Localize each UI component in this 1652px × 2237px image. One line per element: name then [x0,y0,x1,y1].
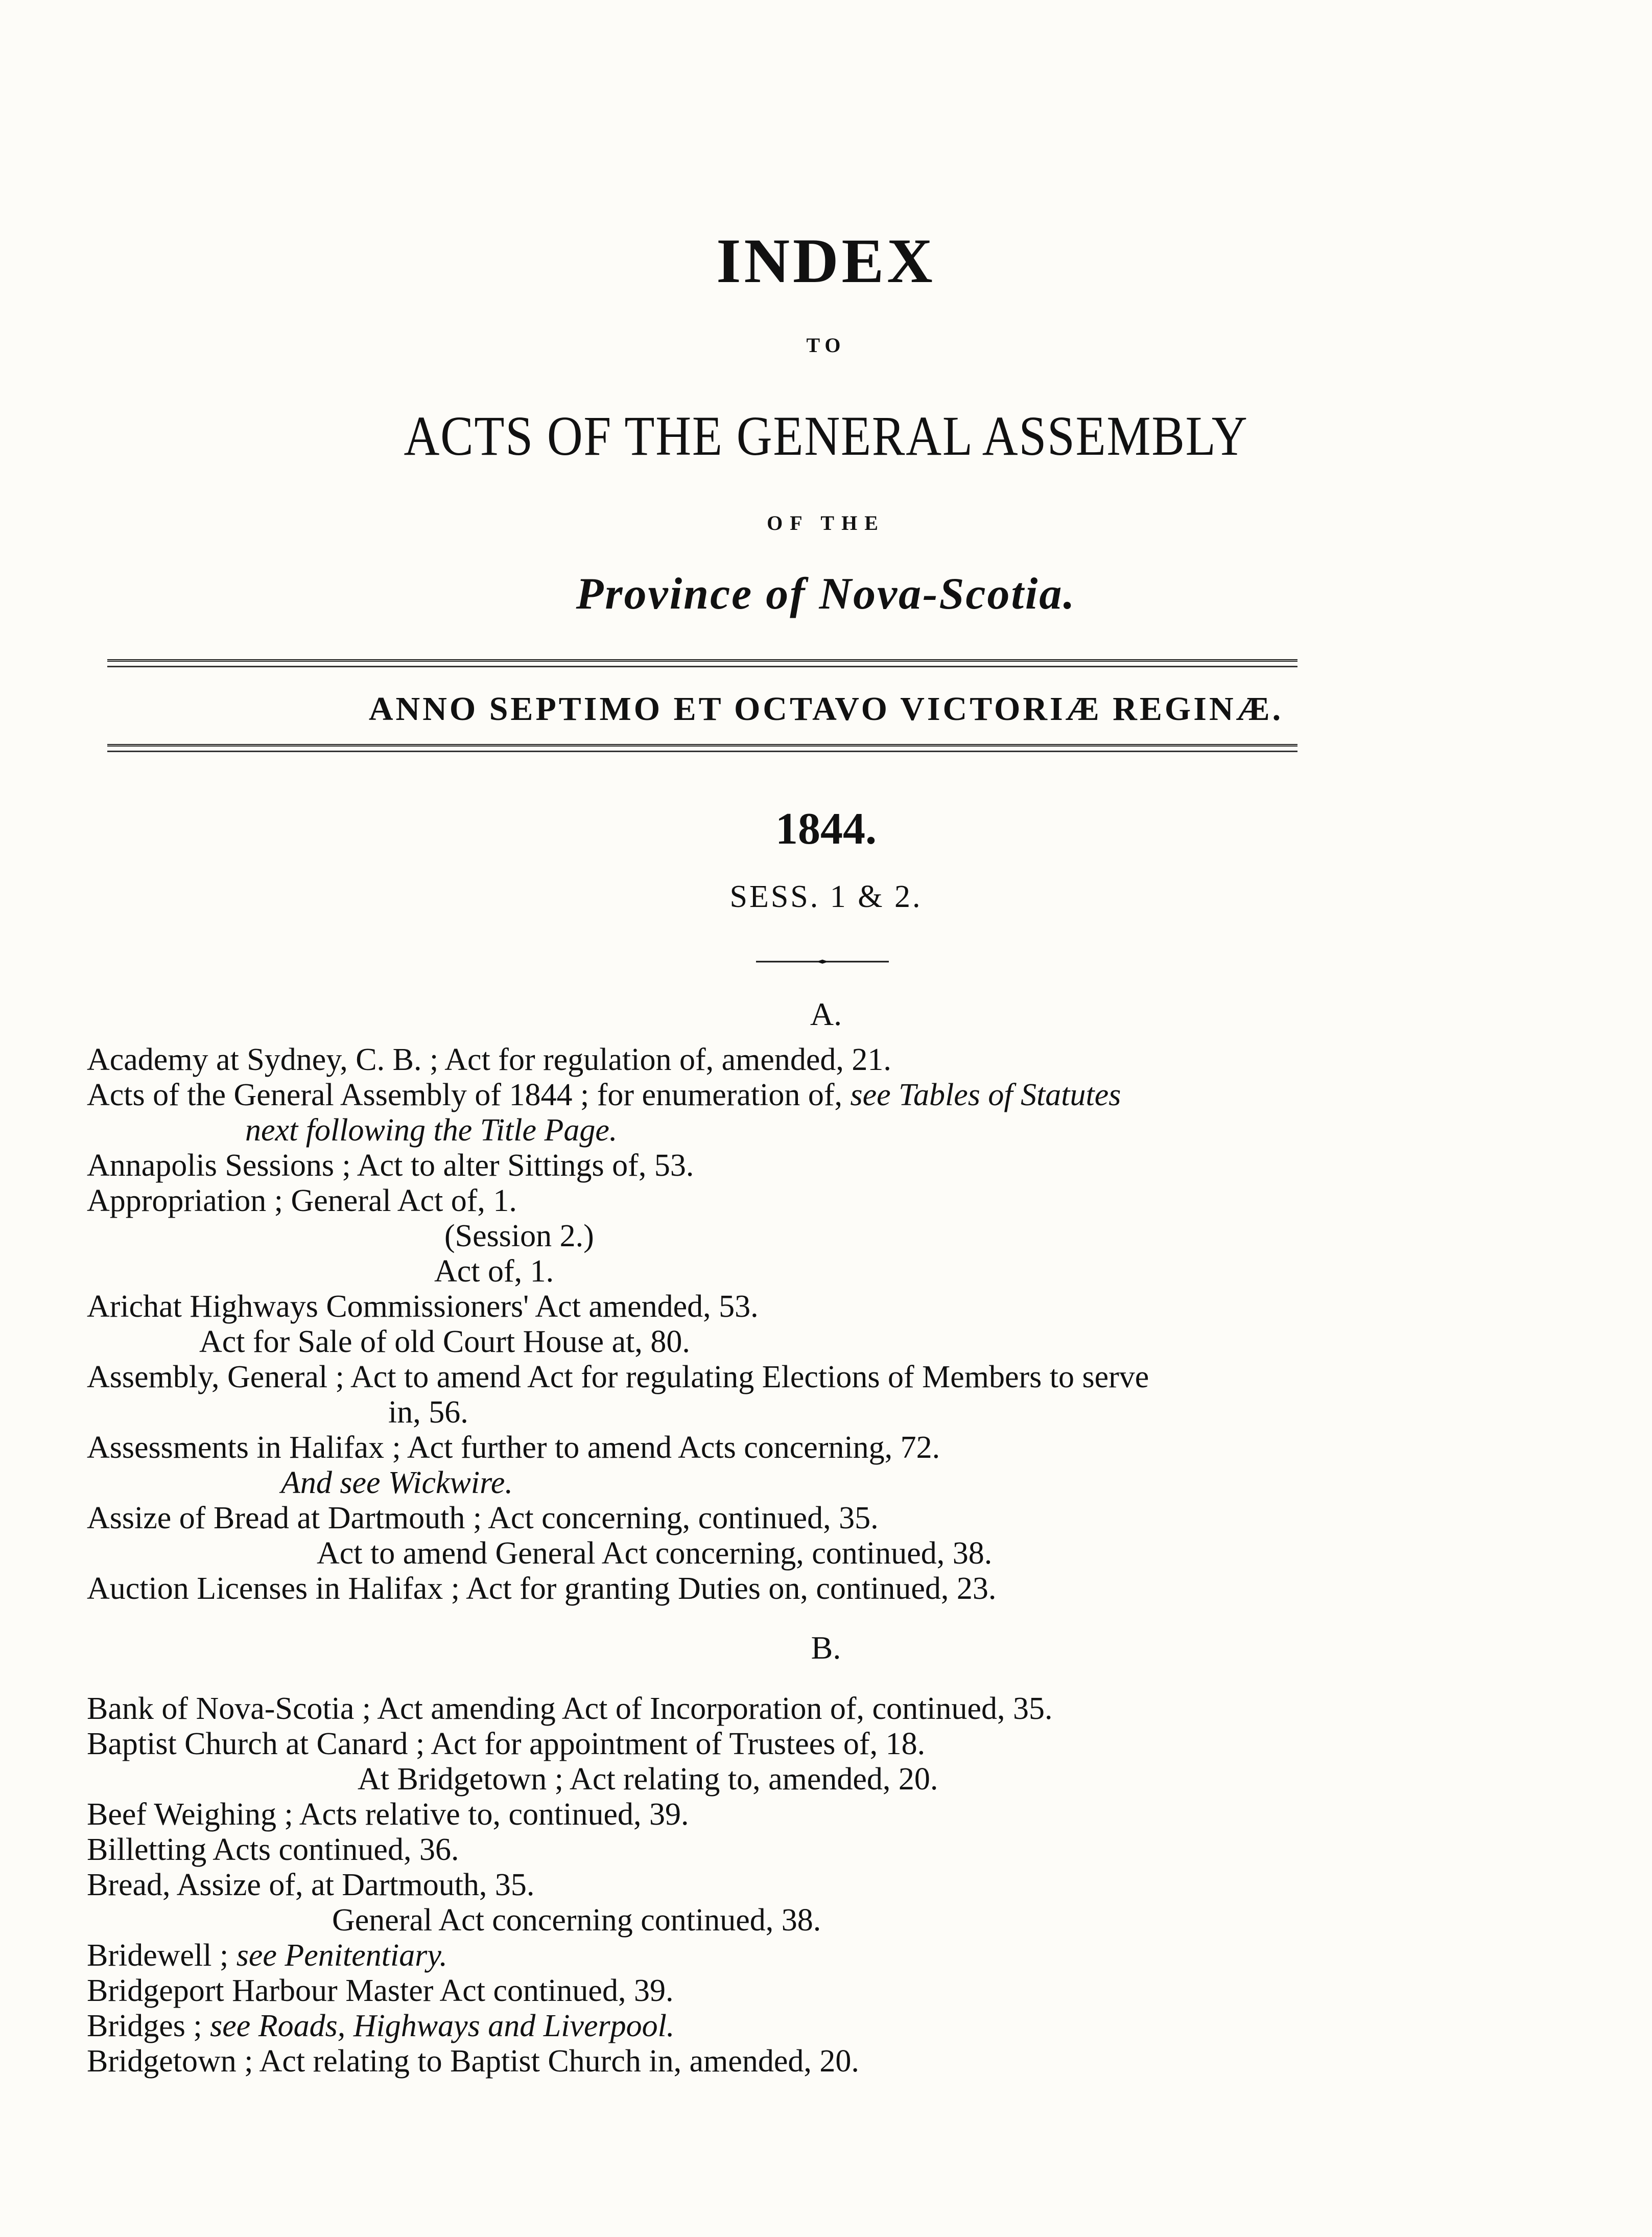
index-entry [87,1536,1568,1571]
section-b-heading: B. [811,1629,841,1666]
index-entry [87,1148,1568,1183]
entries-b [87,1691,1568,2079]
index-entry [87,1289,1568,1324]
index-entry [87,1430,1568,1465]
regnal-year: ANNO SEPTIMO ET OCTAVO VICTORIÆ REGINÆ. [368,690,1284,728]
year-heading: 1844. [775,804,877,854]
title-province: Province of Nova-Scotia. [576,569,1076,619]
entry-text: Assize of Bread at Dartmouth ; Act concerning, continued, 35. [87,1501,879,1535]
entry-cross-reference: see Penitentiary. [228,1938,447,1973]
index-entry [87,1395,1568,1430]
index-entry [87,1183,1568,1219]
entry-text: Bank of Nova-Scotia ; Act amending Act of Incorporation of, continued, 35. [87,1691,1053,1726]
session-heading: SESS. 1 & 2. [729,879,923,914]
index-entry [87,1868,1568,1903]
entry-text: Bridges ; [87,2009,202,2043]
index-entry [87,1691,1568,1727]
entry-cross-reference: And see Wickwire. [281,1465,513,1500]
index-entry [87,1832,1568,1868]
entry-text: Annapolis Sessions ; Act to alter Sittings of, 53. [87,1148,694,1183]
index-entry [87,1113,1568,1148]
entry-text: General Act concerning continued, 38. [332,1903,821,1938]
index-entry [87,1973,1568,2009]
index-entry [87,1324,1568,1360]
entry-text: (Session 2.) [444,1219,594,1253]
index-entry [87,1360,1568,1395]
index-entry [87,1762,1568,1797]
title-to: TO [806,334,846,357]
entry-text: Acts of the General Assembly of 1844 ; for enumeration of, [87,1078,843,1112]
index-entry [87,2009,1568,2044]
entry-text: Bridgeport Harbour Master Act continued, 39. [87,1973,674,2008]
entry-text: Bread, Assize of, at Dartmouth, 35. [87,1868,535,1902]
index-entry [87,1501,1568,1536]
title-acts: ACTS OF THE GENERAL ASSEMBLY [404,405,1248,467]
section-a-heading: A. [810,996,842,1032]
index-entry [87,1727,1568,1762]
index-entry [87,1465,1568,1501]
entry-text: Act for Sale of old Court House at, 80. [199,1324,690,1359]
entries-a [87,1042,1568,1606]
entry-text: Assembly, General ; Act to amend Act for regulating Elections of Members to serve [87,1360,1149,1394]
entry-text: At Bridgetown ; Act relating to, amended, 20. [358,1762,938,1797]
entry-cross-reference: see Tables of Statutes [842,1078,1121,1112]
index-entry [87,1219,1568,1254]
title-of-the: OF THE [767,511,885,534]
top-rule [107,659,1297,667]
entry-cross-reference: see Roads, Highways and Liverpool. [202,2009,675,2043]
entry-text: Bridewell ; [87,1938,229,1973]
index-entry [87,1042,1568,1078]
page-title: INDEX [716,226,936,296]
entry-text: in, 56. [388,1395,468,1430]
entry-cross-reference: next following the Title Page. [245,1113,618,1148]
entry-text: Assessments in Halifax ; Act further to amend Acts concerning, 72. [87,1430,940,1465]
entry-text: Appropriation ; General Act of, 1. [87,1183,517,1218]
entry-text: Act of, 1. [434,1254,554,1289]
entry-text: Auction Licenses in Halifax ; Act for granting Duties on, continued, 23. [87,1571,997,1606]
entry-text: Billetting Acts continued, 36. [87,1832,459,1867]
entry-text: Arichat Highways Commissioners' Act amended, 53. [87,1289,759,1324]
index-entry [87,1797,1568,1832]
index-entry [87,1903,1568,1938]
bottom-rule [107,744,1297,752]
ornament-divider [756,960,889,964]
index-entry [87,1571,1568,1606]
entry-text: Act to amend General Act concerning, continued, 38. [317,1536,993,1571]
entry-text: Beef Weighing ; Acts relative to, continued, 39. [87,1797,689,1832]
index-entry [87,1938,1568,1973]
index-entry [87,1078,1568,1113]
entry-text: Baptist Church at Canard ; Act for appointment of Trustees of, 18. [87,1727,926,1761]
index-entry [87,1254,1568,1289]
index-entry [87,2044,1568,2079]
entry-text: Bridgetown ; Act relating to Baptist Church in, amended, 20. [87,2044,859,2079]
entry-text: Academy at Sydney, C. B. ; Act for regulation of, amended, 21. [87,1042,891,1077]
